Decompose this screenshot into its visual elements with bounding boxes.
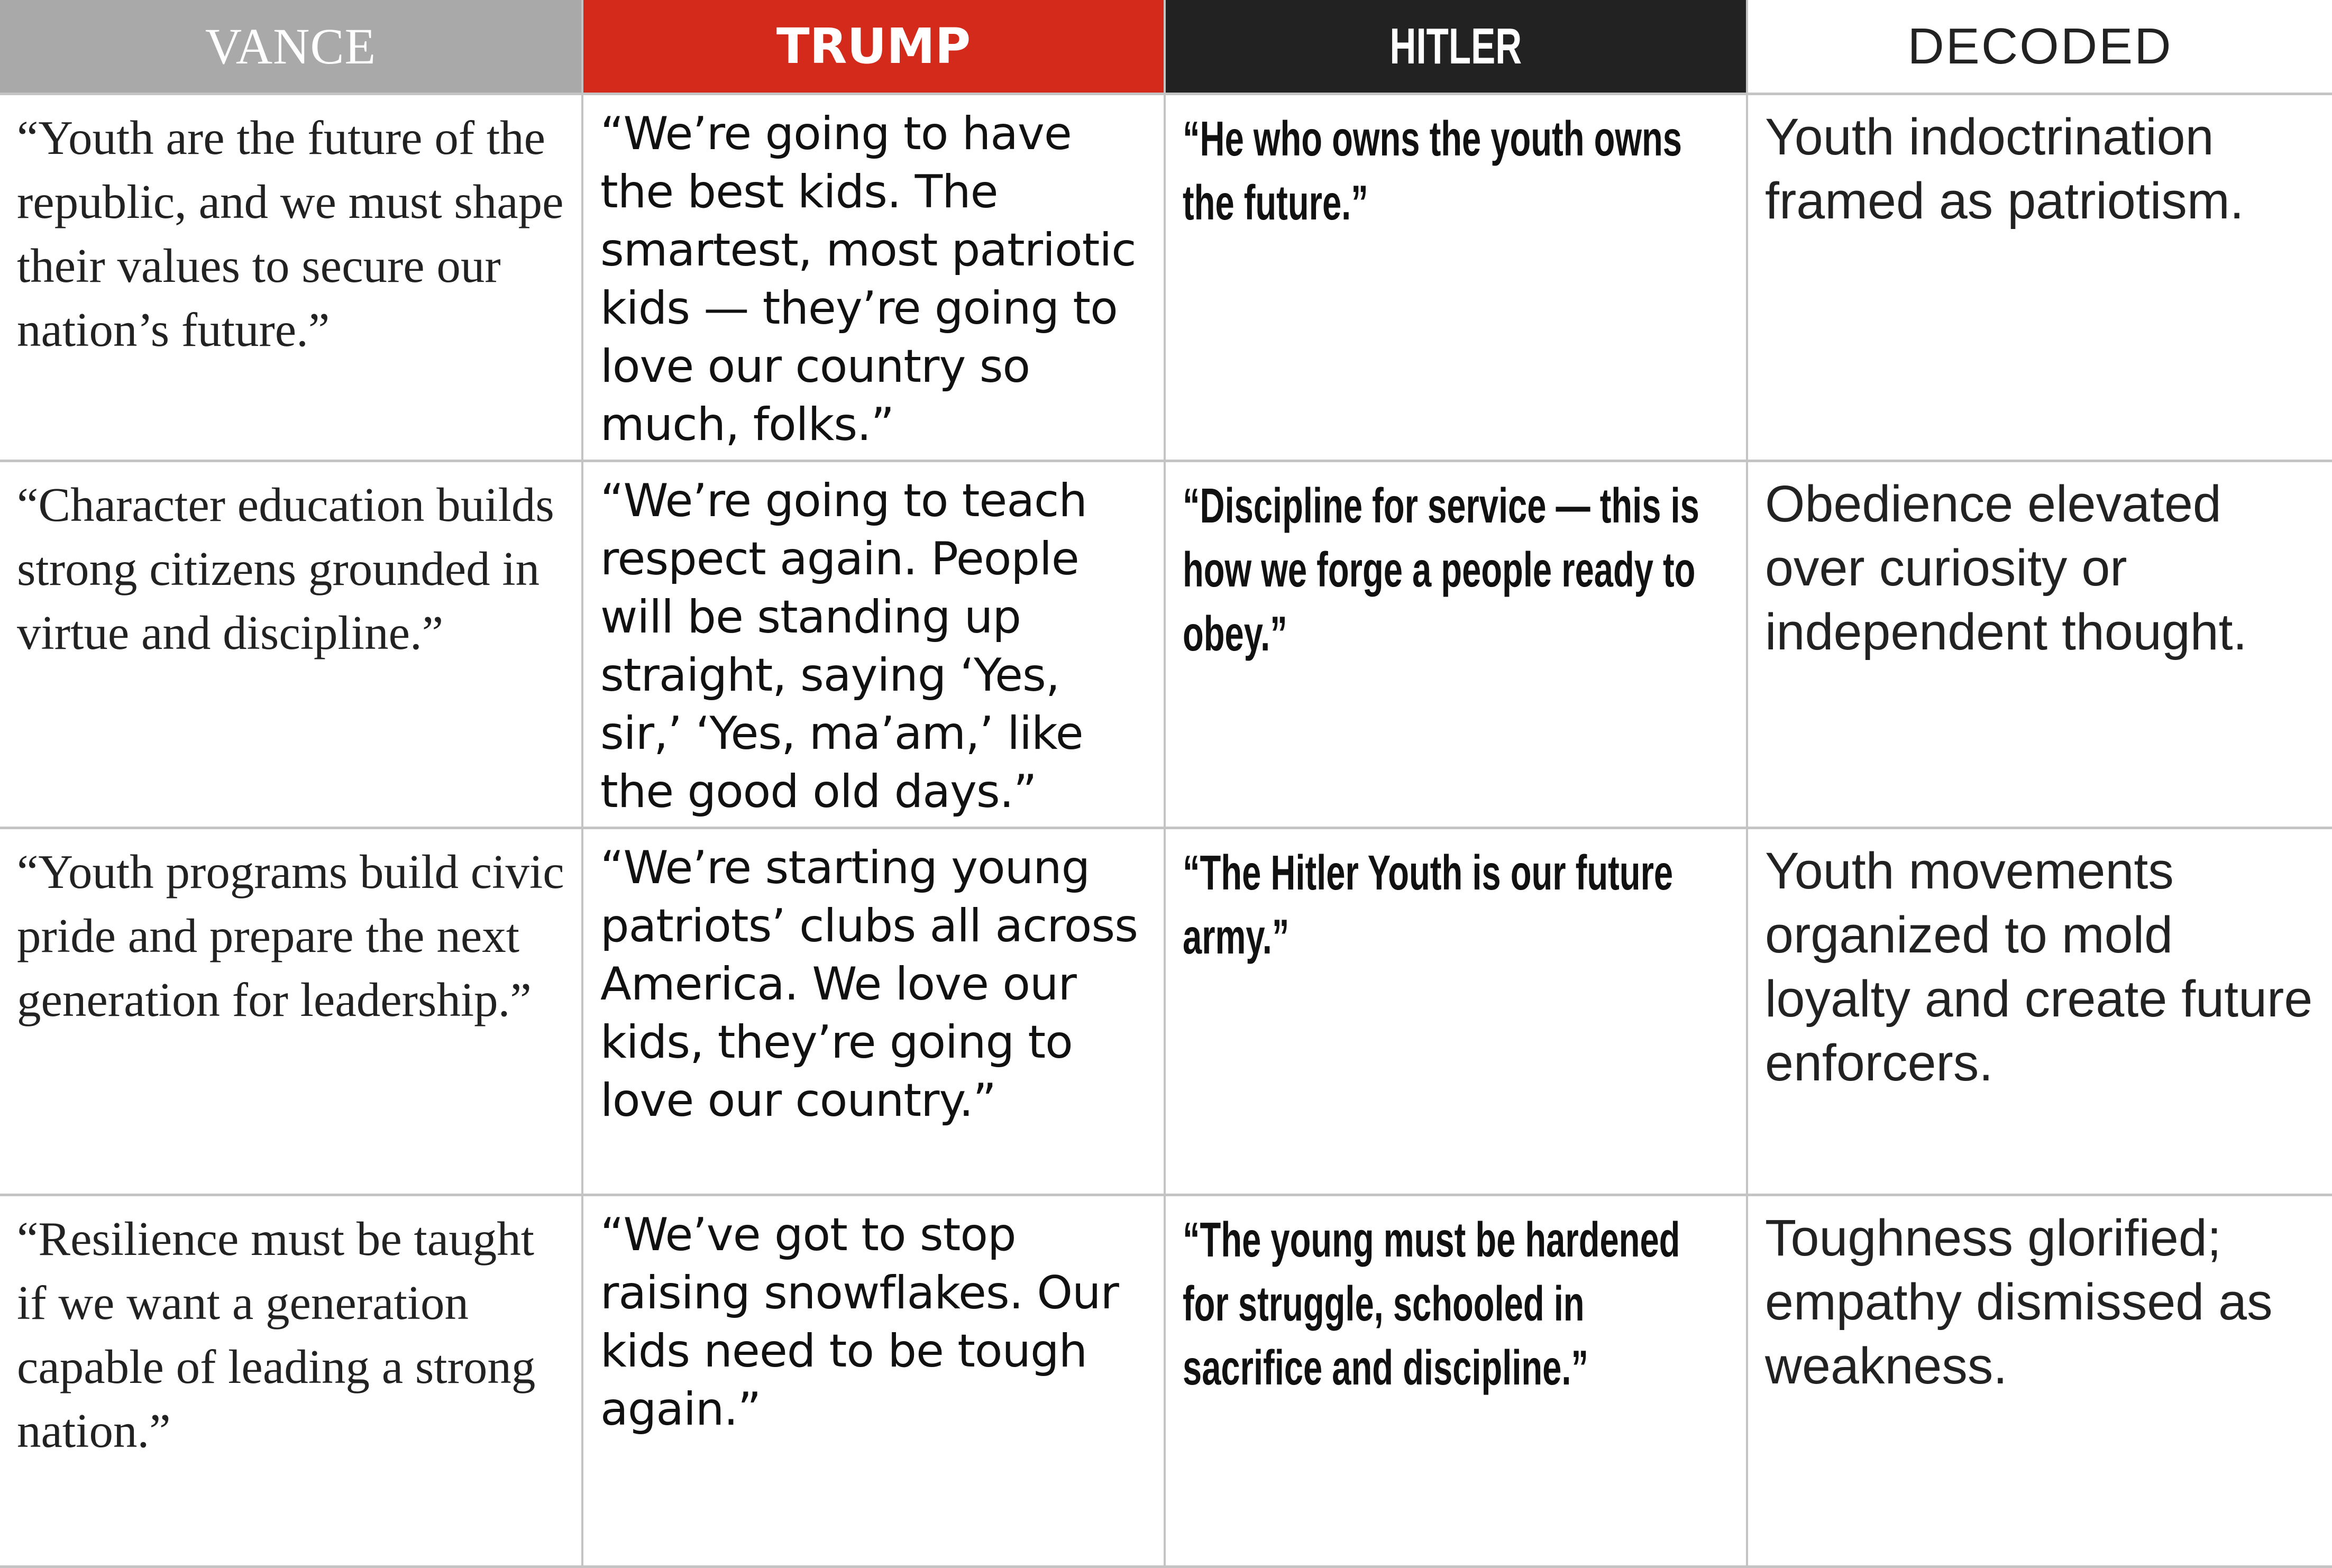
row-2-vance-cell xyxy=(0,462,583,829)
trump-quote: “We’ve got to stop raising snowflakes. Our kids need to be tough again.” xyxy=(600,1208,1119,1436)
trump-quote: “We’re going to teach respect again. People will be standing up straight, saying ‘Yes, sir,’ ‘Yes, ma’am,’ like the good old days.” xyxy=(600,474,1087,818)
header-hitler xyxy=(1166,0,1748,95)
row-3-vance-cell xyxy=(0,829,583,1196)
header-decoded xyxy=(1748,0,2332,95)
row-1-hitler-cell xyxy=(1166,95,1748,462)
row-4-decoded-cell xyxy=(1748,1196,2332,1568)
vance-quote: “Youth are the future of the republic, and we must shape their values to secure our nation’s future.” xyxy=(17,111,564,356)
trump-quote: “We’re starting young patriots’ clubs all across America. We love our kids, they’re going to love our country.” xyxy=(600,841,1138,1127)
hitler-quote: “He who owns the youth owns the future.” xyxy=(1183,111,1682,230)
header-vance xyxy=(0,0,583,95)
row-4-vance-cell xyxy=(0,1196,583,1568)
decoded-summary: Youth movements organized to mold loyalty and create future enforcers. xyxy=(1765,842,2313,1092)
row-1-trump-cell xyxy=(583,95,1166,462)
header-hitler-label: HITLER xyxy=(1389,17,1522,75)
row-3-decoded-cell xyxy=(1748,829,2332,1196)
row-4-trump-cell xyxy=(583,1196,1166,1568)
header-decoded-label: DECODED xyxy=(1907,17,2173,75)
row-2-decoded-cell xyxy=(1748,462,2332,829)
row-2-trump-cell xyxy=(583,462,1166,829)
row-1-decoded-cell xyxy=(1748,95,2332,462)
hitler-quote: “The young must be hardened for struggle, schooled in sacrifice and discipline.” xyxy=(1183,1212,1680,1395)
row-2-hitler-cell xyxy=(1166,462,1748,829)
row-3-trump-cell xyxy=(583,829,1166,1196)
row-3-hitler-cell xyxy=(1166,829,1748,1196)
hitler-quote: “The Hitler Youth is our future army.” xyxy=(1183,845,1673,964)
vance-quote: “Resilience must be taught if we want a generation capable of leading a strong nation.” xyxy=(17,1212,536,1457)
row-4-hitler-cell xyxy=(1166,1196,1748,1568)
decoded-summary: Obedience elevated over curiosity or independent thought. xyxy=(1765,475,2247,661)
trump-quote: “We’re going to have the best kids. The smartest, most patriotic kids — they’re going to love our country so much, folks.” xyxy=(600,107,1136,451)
decoded-summary: Youth indoctrination framed as patriotism. xyxy=(1765,108,2244,230)
header-trump xyxy=(583,0,1166,95)
header-vance-label: VANCE xyxy=(205,18,377,75)
row-1-vance-cell xyxy=(0,95,583,462)
vance-quote: “Youth programs build civic pride and prepare the next generation for leadership.” xyxy=(17,845,564,1026)
vance-quote: “Character education builds strong citizens grounded in virtue and discipline.” xyxy=(17,478,554,659)
header-trump-label: TRUMP xyxy=(776,18,971,75)
decoded-summary: Toughness glorified; empathy dismissed as weakness. xyxy=(1765,1209,2273,1395)
hitler-quote: “Discipline for service — this is how we forge a people ready to obey.” xyxy=(1183,478,1699,661)
